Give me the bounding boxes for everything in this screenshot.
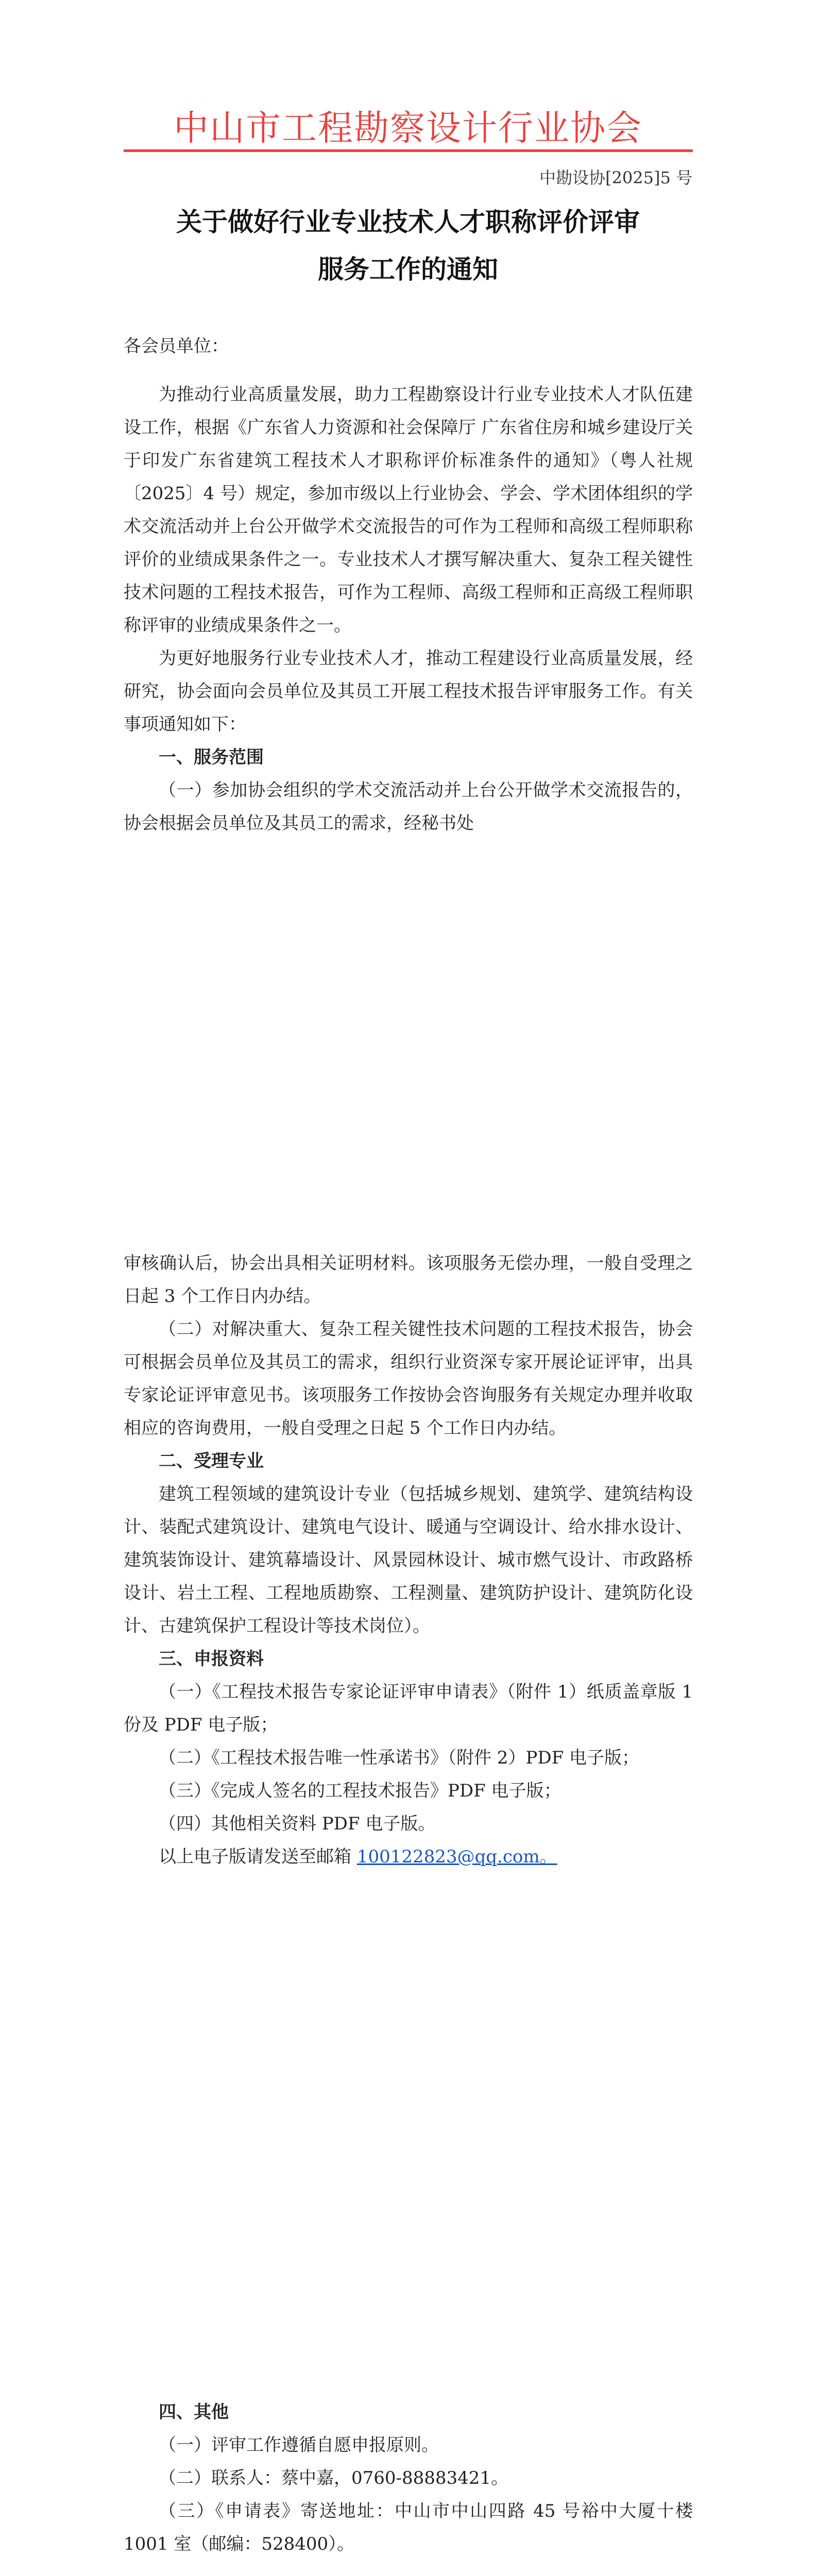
section-3-heading: 三、申报资料	[159, 1649, 264, 1669]
body-page-2	[124, 1247, 693, 1873]
section-2-heading: 二、受理专业	[159, 1451, 264, 1471]
email-link[interactable]: 100122823@qq.com。	[356, 1846, 557, 1867]
section-4-item-2: （二）联系人：蔡中嘉，0760-88883421。	[159, 2468, 509, 2488]
salutation: 各会员单位：	[124, 336, 229, 357]
document-number: 中勘设协[2025]5 号	[539, 168, 692, 188]
section-1-item-1-part-1: （一）参加协会组织的学术交流活动并上台公开做学术交流报告的，协会根据会员单位及其员工的需求，经秘书处	[124, 780, 693, 834]
section-1-heading: 一、服务范围	[159, 747, 264, 768]
letterhead-org-name: 中山市工程勘察设计行业协会	[173, 108, 642, 149]
intro-paragraph-2: 为更好地服务行业专业技术人才，推动工程建设行业高质量发展，经研究，协会面向会员单位及其员工开展工程技术报告评审服务工作。有关事项通知如下：	[124, 648, 693, 735]
section-3-item-2: （二）《工程技术报告唯一性承诺书》（附件 2）PDF 电子版；	[159, 1748, 639, 1768]
section-4-item-3: （三）《申请表》寄送地址：中山市中山四路 45 号裕中大厦十楼 1001 室（邮编：528400）。	[124, 2501, 693, 2554]
email-prefix: 以上电子版请发送至邮箱	[159, 1846, 357, 1867]
section-1-item-1-part-2: 审核确认后，协会出具相关证明材料。该项服务无偿办理，一般自受理之日起 3 个工作日内办结。	[124, 1253, 693, 1307]
letterhead-divider	[124, 149, 693, 152]
body-page-1	[124, 330, 693, 840]
section-3-item-3: （三）《完成人签名的工程技术报告》PDF 电子版；	[159, 1781, 562, 1801]
section-2-text: 建筑工程领域的建筑设计专业（包括城乡规划、建筑学、建筑结构设计、装配式建筑设计、建筑电气设计、暖通与空调设计、给水排水设计、建筑装饰设计、建筑幕墙设计、风景园林设计、城市燃气设计、市政路桥设计、岩土工程、工程地质勘察、工程测量、建筑防护设计、建筑防化设计、古建筑保护工程设计等技术岗位）。	[124, 1484, 693, 1636]
title-line-1: 关于做好行业专业技术人才职称评价评审	[176, 207, 640, 237]
title-line-2: 服务工作的通知	[318, 254, 498, 284]
body-page-3	[124, 2396, 693, 2576]
section-3-item-4: （四）其他相关资料 PDF 电子版。	[159, 1814, 436, 1834]
intro-paragraph-1: 为推动行业高质量发展，助力工程勘察设计行业专业技术人才队伍建设工作，根据《广东省人力资源和社会保障厅 广东省住房和城乡建设厅关于印发广东省建筑工程技术人才职称评价标准条件的通知》（粤人社规〔2025〕4 号）规定，参加市级以上行业协会、学会、学术团体组织的学术交流活动并上台公开做学术交流报告的可作为工程师和高级工程师职称评价的业绩成果条件之一。专业技术人才撰写解决重大、复杂工程关键性技术问题的工程技术报告，可作为工程师、高级工程师和正高级工程师职称评审的业绩成果条件之一。	[124, 384, 693, 636]
email-line	[124, 1840, 693, 1873]
section-4-heading: 四、其他	[159, 2402, 229, 2422]
document-title	[103, 198, 713, 293]
section-1-item-2: （二）对解决重大、复杂工程关键性技术问题的工程技术报告，协会可根据会员单位及其员工的需求，组织行业资深专家开展论证评审，出具专家论证评审意见书。该项服务工作按协会咨询服务有关规定办理并收取相应的咨询费用，一般自受理之日起 5 个工作日内办结。	[124, 1319, 693, 1438]
section-3-item-1: （一）《工程技术报告专家论证评审申请表》（附件 1）纸质盖章版 1 份及 PDF 电子版；	[124, 1682, 693, 1735]
section-4-item-1: （一）评审工作遵循自愿申报原则。	[159, 2435, 439, 2455]
